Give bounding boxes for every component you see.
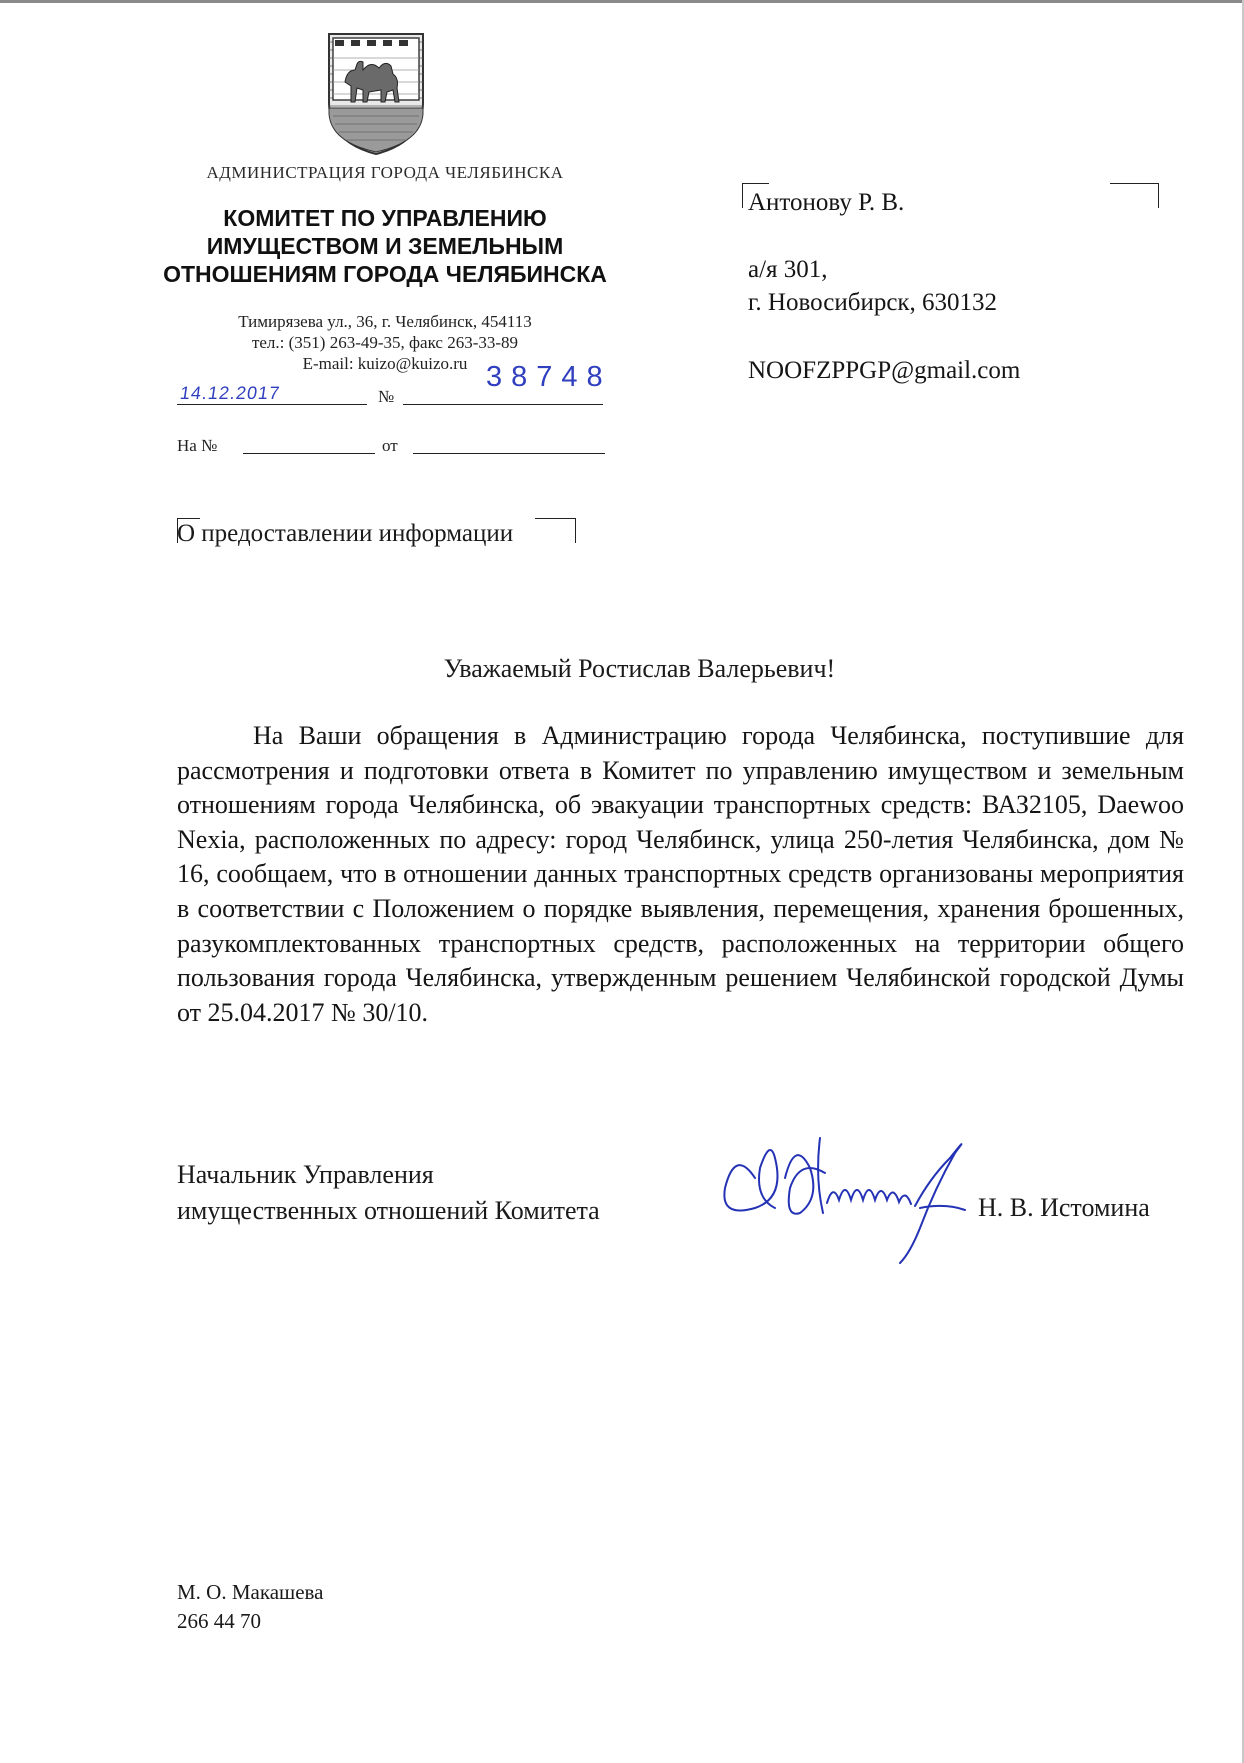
subject-corner-right (535, 518, 576, 543)
signatory-title (177, 1157, 600, 1229)
coat-of-arms-icon (325, 30, 427, 156)
committee-line: ОТНОШЕНИЯМ ГОРОДА ЧЕЛЯБИНСКА (163, 261, 607, 287)
body-paragraph: На Ваши обращения в Администрацию города Челябинска, поступившие для рассмотрения и подготовки ответа в Комитет по управлению имуществом и земельным отношениям города Челябинска, об эвакуации транспортных средств: ВАЗ2105, Daewoo Nexia, расположенных по адресу: город Челябинск, улица 250-летия Челябинска, дом № 16, сообщаем, что в отношении данных транспортных средств организованы мероприятия в соответствии с Положением о порядке выявления, перемещения, хранения брошенных, разукомплектованных транспортных средств, расположенных на территории общего пользования города Челябинска, утвержденным решением Челябинской городской Думы от 25.04.2017 № 30/10. (177, 721, 1184, 1027)
addressee-corner-right (1110, 183, 1159, 208)
letter-body (177, 719, 1184, 1030)
registration-date-stamp: 14.12.2017 (178, 383, 282, 403)
signatory-title-line: имущественных отношений Комитета (177, 1196, 600, 1225)
executor-phone: 266 44 70 (177, 1609, 261, 1633)
administration-name: АДМИНИСТРАЦИЯ ГОРОДА ЧЕЛЯБИНСКА (206, 163, 564, 182)
signatory-title-line: Начальник Управления (177, 1160, 434, 1189)
reply-from-line (413, 453, 605, 454)
registration-number-stamp: 38748 (486, 361, 612, 393)
signatory-name: Н. В. Истомина (978, 1193, 1150, 1222)
committee-line: ИМУЩЕСТВОМ И ЗЕМЕЛЬНЫМ (206, 233, 564, 259)
reply-from-label: от (382, 436, 398, 455)
addressee-city: г. Новосибирск, 630132 (748, 289, 998, 316)
addressee-po-box: а/я 301, (748, 256, 828, 283)
executor-info (177, 1578, 324, 1636)
addressee-name: Антонову Р. В. (748, 189, 905, 216)
executor-name: М. О. Макашева (177, 1580, 324, 1604)
signature-icon (715, 1118, 1015, 1268)
number-label: № (378, 387, 395, 406)
reply-number-line (243, 453, 375, 454)
sender-email: E-mail: kuizo@kuizo.ru (302, 354, 468, 373)
number-field-line (403, 404, 603, 405)
salutation: Уважаемый Ростислав Валерьевич! (443, 654, 836, 683)
date-field-line (177, 404, 367, 405)
reply-number-label: На № (177, 436, 218, 455)
scan-edge-top (0, 0, 1244, 3)
sender-phone: тел.: (351) 263-49-35, факс 263-33-89 (251, 333, 519, 352)
sender-address: Тимирязева ул., 36, г. Челябинск, 454113 (238, 312, 532, 331)
committee-name (140, 204, 630, 288)
committee-line: КОМИТЕТ ПО УПРАВЛЕНИЮ (223, 205, 547, 231)
addressee-email: NOOFZPPGP@gmail.com (748, 357, 1021, 384)
letter-subject: О предоставлении информации (177, 520, 514, 547)
